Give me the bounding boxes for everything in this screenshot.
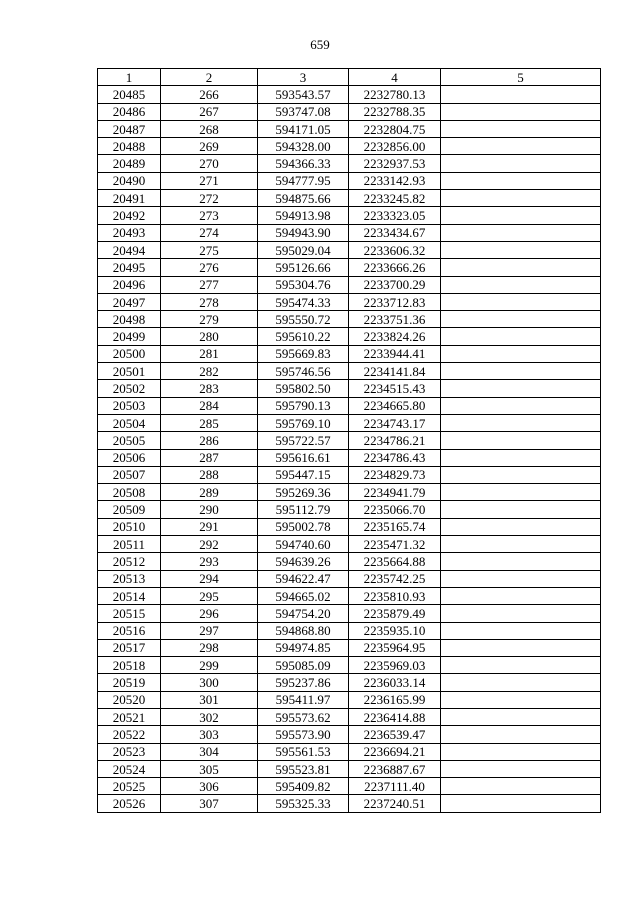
note-cell <box>441 449 601 466</box>
point-number-cell: 273 <box>161 207 258 224</box>
y-coordinate-cell: 2232937.53 <box>349 155 441 172</box>
note-cell <box>441 172 601 189</box>
x-coordinate-cell: 594328.00 <box>258 138 349 155</box>
y-coordinate-cell: 2235471.32 <box>349 536 441 553</box>
table-row <box>98 224 601 241</box>
y-coordinate-cell: 2233944.41 <box>349 345 441 362</box>
table-row <box>98 501 601 518</box>
table-body <box>98 86 601 812</box>
table-row <box>98 570 601 587</box>
row-id-cell: 20525 <box>98 778 161 795</box>
table-row <box>98 691 601 708</box>
point-number-cell: 267 <box>161 103 258 120</box>
point-number-cell: 282 <box>161 363 258 380</box>
note-cell <box>441 207 601 224</box>
table-row <box>98 120 601 137</box>
note-cell <box>441 708 601 725</box>
note-cell <box>441 328 601 345</box>
x-coordinate-cell: 595802.50 <box>258 380 349 397</box>
table-row <box>98 363 601 380</box>
table-row <box>98 726 601 743</box>
point-number-cell: 302 <box>161 708 258 725</box>
note-cell <box>441 691 601 708</box>
table-row <box>98 345 601 362</box>
point-number-cell: 294 <box>161 570 258 587</box>
point-number-cell: 274 <box>161 224 258 241</box>
note-cell <box>441 536 601 553</box>
point-number-cell: 278 <box>161 293 258 310</box>
table-row <box>98 276 601 293</box>
y-coordinate-cell: 2235066.70 <box>349 501 441 518</box>
y-coordinate-cell: 2234141.84 <box>349 363 441 380</box>
row-id-cell: 20514 <box>98 587 161 604</box>
point-number-cell: 275 <box>161 241 258 258</box>
point-number-cell: 279 <box>161 311 258 328</box>
table-row <box>98 241 601 258</box>
y-coordinate-cell: 2236414.88 <box>349 708 441 725</box>
note-cell <box>441 587 601 604</box>
x-coordinate-cell: 595669.83 <box>258 345 349 362</box>
x-coordinate-cell: 594913.98 <box>258 207 349 224</box>
note-cell <box>441 103 601 120</box>
x-coordinate-cell: 595561.53 <box>258 743 349 760</box>
row-id-cell: 20500 <box>98 345 161 362</box>
y-coordinate-cell: 2232804.75 <box>349 120 441 137</box>
row-id-cell: 20513 <box>98 570 161 587</box>
x-coordinate-cell: 594754.20 <box>258 605 349 622</box>
y-coordinate-cell: 2232780.13 <box>349 86 441 103</box>
note-cell <box>441 484 601 501</box>
point-number-cell: 307 <box>161 795 258 812</box>
row-id-cell: 20521 <box>98 708 161 725</box>
column-header: 5 <box>441 69 601 86</box>
x-coordinate-cell: 594974.85 <box>258 639 349 656</box>
row-id-cell: 20487 <box>98 120 161 137</box>
table-row <box>98 587 601 604</box>
note-cell <box>441 795 601 812</box>
y-coordinate-cell: 2233824.26 <box>349 328 441 345</box>
note-cell <box>441 397 601 414</box>
table-row <box>98 553 601 570</box>
x-coordinate-cell: 595409.82 <box>258 778 349 795</box>
point-number-cell: 277 <box>161 276 258 293</box>
row-id-cell: 20519 <box>98 674 161 691</box>
note-cell <box>441 311 601 328</box>
point-number-cell: 303 <box>161 726 258 743</box>
y-coordinate-cell: 2232788.35 <box>349 103 441 120</box>
x-coordinate-cell: 595411.97 <box>258 691 349 708</box>
note-cell <box>441 190 601 207</box>
row-id-cell: 20506 <box>98 449 161 466</box>
point-number-cell: 290 <box>161 501 258 518</box>
note-cell <box>441 432 601 449</box>
table-row <box>98 103 601 120</box>
row-id-cell: 20522 <box>98 726 161 743</box>
x-coordinate-cell: 595610.22 <box>258 328 349 345</box>
table-row <box>98 449 601 466</box>
note-cell <box>441 553 601 570</box>
table-row <box>98 639 601 656</box>
y-coordinate-cell: 2234665.80 <box>349 397 441 414</box>
row-id-cell: 20490 <box>98 172 161 189</box>
y-coordinate-cell: 2233323.05 <box>349 207 441 224</box>
point-number-cell: 284 <box>161 397 258 414</box>
table-row <box>98 674 601 691</box>
note-cell <box>441 293 601 310</box>
point-number-cell: 286 <box>161 432 258 449</box>
table-row <box>98 207 601 224</box>
row-id-cell: 20499 <box>98 328 161 345</box>
y-coordinate-cell: 2234743.17 <box>349 414 441 431</box>
page-number: 659 <box>310 37 330 52</box>
table-row <box>98 414 601 431</box>
point-number-cell: 305 <box>161 760 258 777</box>
y-coordinate-cell: 2233700.29 <box>349 276 441 293</box>
table-row <box>98 190 601 207</box>
row-id-cell: 20494 <box>98 241 161 258</box>
table-row <box>98 86 601 103</box>
x-coordinate-cell: 594171.05 <box>258 120 349 137</box>
x-coordinate-cell: 594639.26 <box>258 553 349 570</box>
x-coordinate-cell: 595573.90 <box>258 726 349 743</box>
point-number-cell: 300 <box>161 674 258 691</box>
y-coordinate-cell: 2233751.36 <box>349 311 441 328</box>
x-coordinate-cell: 594622.47 <box>258 570 349 587</box>
column-header: 3 <box>258 69 349 86</box>
table-row <box>98 172 601 189</box>
note-cell <box>441 657 601 674</box>
table-row <box>98 760 601 777</box>
note-cell <box>441 622 601 639</box>
point-number-cell: 301 <box>161 691 258 708</box>
point-number-cell: 289 <box>161 484 258 501</box>
row-id-cell: 20491 <box>98 190 161 207</box>
row-id-cell: 20488 <box>98 138 161 155</box>
x-coordinate-cell: 595085.09 <box>258 657 349 674</box>
x-coordinate-cell: 595573.62 <box>258 708 349 725</box>
row-id-cell: 20492 <box>98 207 161 224</box>
x-coordinate-cell: 595269.36 <box>258 484 349 501</box>
table-row <box>98 518 601 535</box>
table-row <box>98 328 601 345</box>
x-coordinate-cell: 595126.66 <box>258 259 349 276</box>
point-number-cell: 281 <box>161 345 258 362</box>
row-id-cell: 20515 <box>98 605 161 622</box>
note-cell <box>441 518 601 535</box>
y-coordinate-cell: 2235742.25 <box>349 570 441 587</box>
table-row <box>98 622 601 639</box>
row-id-cell: 20501 <box>98 363 161 380</box>
y-coordinate-cell: 2235964.95 <box>349 639 441 656</box>
table-row <box>98 311 601 328</box>
point-number-cell: 288 <box>161 466 258 483</box>
row-id-cell: 20511 <box>98 536 161 553</box>
y-coordinate-cell: 2233712.83 <box>349 293 441 310</box>
y-coordinate-cell: 2233142.93 <box>349 172 441 189</box>
point-number-cell: 296 <box>161 605 258 622</box>
x-coordinate-cell: 593747.08 <box>258 103 349 120</box>
y-coordinate-cell: 2236694.21 <box>349 743 441 760</box>
y-coordinate-cell: 2235879.49 <box>349 605 441 622</box>
point-number-cell: 272 <box>161 190 258 207</box>
note-cell <box>441 259 601 276</box>
y-coordinate-cell: 2232856.00 <box>349 138 441 155</box>
column-header: 1 <box>98 69 161 86</box>
row-id-cell: 20502 <box>98 380 161 397</box>
table-row <box>98 657 601 674</box>
x-coordinate-cell: 595474.33 <box>258 293 349 310</box>
y-coordinate-cell: 2234829.73 <box>349 466 441 483</box>
note-cell <box>441 241 601 258</box>
row-id-cell: 20498 <box>98 311 161 328</box>
x-coordinate-cell: 595550.72 <box>258 311 349 328</box>
point-number-cell: 270 <box>161 155 258 172</box>
x-coordinate-cell: 594868.80 <box>258 622 349 639</box>
x-coordinate-cell: 594366.33 <box>258 155 349 172</box>
y-coordinate-cell: 2233606.32 <box>349 241 441 258</box>
note-cell <box>441 345 601 362</box>
point-number-cell: 295 <box>161 587 258 604</box>
row-id-cell: 20507 <box>98 466 161 483</box>
row-id-cell: 20517 <box>98 639 161 656</box>
table-header <box>98 69 601 86</box>
note-cell <box>441 639 601 656</box>
note-cell <box>441 570 601 587</box>
point-number-cell: 269 <box>161 138 258 155</box>
row-id-cell: 20486 <box>98 103 161 120</box>
row-id-cell: 20509 <box>98 501 161 518</box>
note-cell <box>441 466 601 483</box>
table-row <box>98 259 601 276</box>
table-row <box>98 708 601 725</box>
y-coordinate-cell: 2235810.93 <box>349 587 441 604</box>
y-coordinate-cell: 2236033.14 <box>349 674 441 691</box>
table-row <box>98 380 601 397</box>
y-coordinate-cell: 2234515.43 <box>349 380 441 397</box>
table-row <box>98 466 601 483</box>
point-number-cell: 292 <box>161 536 258 553</box>
y-coordinate-cell: 2236539.47 <box>349 726 441 743</box>
row-id-cell: 20516 <box>98 622 161 639</box>
note-cell <box>441 380 601 397</box>
y-coordinate-cell: 2234786.43 <box>349 449 441 466</box>
y-coordinate-cell: 2236165.99 <box>349 691 441 708</box>
x-coordinate-cell: 594943.90 <box>258 224 349 241</box>
y-coordinate-cell: 2237240.51 <box>349 795 441 812</box>
x-coordinate-cell: 594665.02 <box>258 587 349 604</box>
table-row <box>98 293 601 310</box>
point-number-cell: 283 <box>161 380 258 397</box>
point-number-cell: 268 <box>161 120 258 137</box>
row-id-cell: 20526 <box>98 795 161 812</box>
y-coordinate-cell: 2237111.40 <box>349 778 441 795</box>
note-cell <box>441 501 601 518</box>
table-row <box>98 743 601 760</box>
table-row <box>98 155 601 172</box>
table-row <box>98 138 601 155</box>
coordinates-table <box>97 68 601 813</box>
row-id-cell: 20524 <box>98 760 161 777</box>
note-cell <box>441 726 601 743</box>
point-number-cell: 291 <box>161 518 258 535</box>
note-cell <box>441 155 601 172</box>
header-row <box>98 69 601 86</box>
row-id-cell: 20497 <box>98 293 161 310</box>
point-number-cell: 298 <box>161 639 258 656</box>
point-number-cell: 280 <box>161 328 258 345</box>
row-id-cell: 20495 <box>98 259 161 276</box>
note-cell <box>441 674 601 691</box>
x-coordinate-cell: 595029.04 <box>258 241 349 258</box>
row-id-cell: 20523 <box>98 743 161 760</box>
note-cell <box>441 276 601 293</box>
row-id-cell: 20512 <box>98 553 161 570</box>
row-id-cell: 20510 <box>98 518 161 535</box>
x-coordinate-cell: 595325.33 <box>258 795 349 812</box>
y-coordinate-cell: 2233245.82 <box>349 190 441 207</box>
row-id-cell: 20496 <box>98 276 161 293</box>
point-number-cell: 285 <box>161 414 258 431</box>
note-cell <box>441 120 601 137</box>
table-row <box>98 397 601 414</box>
row-id-cell: 20520 <box>98 691 161 708</box>
row-id-cell: 20518 <box>98 657 161 674</box>
row-id-cell: 20493 <box>98 224 161 241</box>
row-id-cell: 20489 <box>98 155 161 172</box>
table-row <box>98 778 601 795</box>
x-coordinate-cell: 595112.79 <box>258 501 349 518</box>
row-id-cell: 20505 <box>98 432 161 449</box>
table-row <box>98 605 601 622</box>
point-number-cell: 266 <box>161 86 258 103</box>
x-coordinate-cell: 595523.81 <box>258 760 349 777</box>
point-number-cell: 306 <box>161 778 258 795</box>
note-cell <box>441 86 601 103</box>
point-number-cell: 304 <box>161 743 258 760</box>
note-cell <box>441 138 601 155</box>
x-coordinate-cell: 595304.76 <box>258 276 349 293</box>
point-number-cell: 287 <box>161 449 258 466</box>
x-coordinate-cell: 595722.57 <box>258 432 349 449</box>
x-coordinate-cell: 595616.61 <box>258 449 349 466</box>
y-coordinate-cell: 2235165.74 <box>349 518 441 535</box>
row-id-cell: 20485 <box>98 86 161 103</box>
x-coordinate-cell: 594740.60 <box>258 536 349 553</box>
y-coordinate-cell: 2235969.03 <box>349 657 441 674</box>
note-cell <box>441 778 601 795</box>
x-coordinate-cell: 593543.57 <box>258 86 349 103</box>
point-number-cell: 271 <box>161 172 258 189</box>
column-header: 2 <box>161 69 258 86</box>
note-cell <box>441 760 601 777</box>
point-number-cell: 276 <box>161 259 258 276</box>
table-row <box>98 795 601 812</box>
x-coordinate-cell: 595769.10 <box>258 414 349 431</box>
x-coordinate-cell: 595746.56 <box>258 363 349 380</box>
x-coordinate-cell: 595237.86 <box>258 674 349 691</box>
note-cell <box>441 605 601 622</box>
note-cell <box>441 224 601 241</box>
point-number-cell: 293 <box>161 553 258 570</box>
y-coordinate-cell: 2233666.26 <box>349 259 441 276</box>
x-coordinate-cell: 595002.78 <box>258 518 349 535</box>
x-coordinate-cell: 594875.66 <box>258 190 349 207</box>
table-row <box>98 536 601 553</box>
y-coordinate-cell: 2233434.67 <box>349 224 441 241</box>
y-coordinate-cell: 2235664.88 <box>349 553 441 570</box>
note-cell <box>441 414 601 431</box>
x-coordinate-cell: 594777.95 <box>258 172 349 189</box>
y-coordinate-cell: 2234786.21 <box>349 432 441 449</box>
table-row <box>98 484 601 501</box>
x-coordinate-cell: 595447.15 <box>258 466 349 483</box>
row-id-cell: 20503 <box>98 397 161 414</box>
row-id-cell: 20504 <box>98 414 161 431</box>
point-number-cell: 297 <box>161 622 258 639</box>
point-number-cell: 299 <box>161 657 258 674</box>
column-header: 4 <box>349 69 441 86</box>
y-coordinate-cell: 2236887.67 <box>349 760 441 777</box>
x-coordinate-cell: 595790.13 <box>258 397 349 414</box>
note-cell <box>441 743 601 760</box>
note-cell <box>441 363 601 380</box>
table-row <box>98 432 601 449</box>
y-coordinate-cell: 2234941.79 <box>349 484 441 501</box>
row-id-cell: 20508 <box>98 484 161 501</box>
y-coordinate-cell: 2235935.10 <box>349 622 441 639</box>
